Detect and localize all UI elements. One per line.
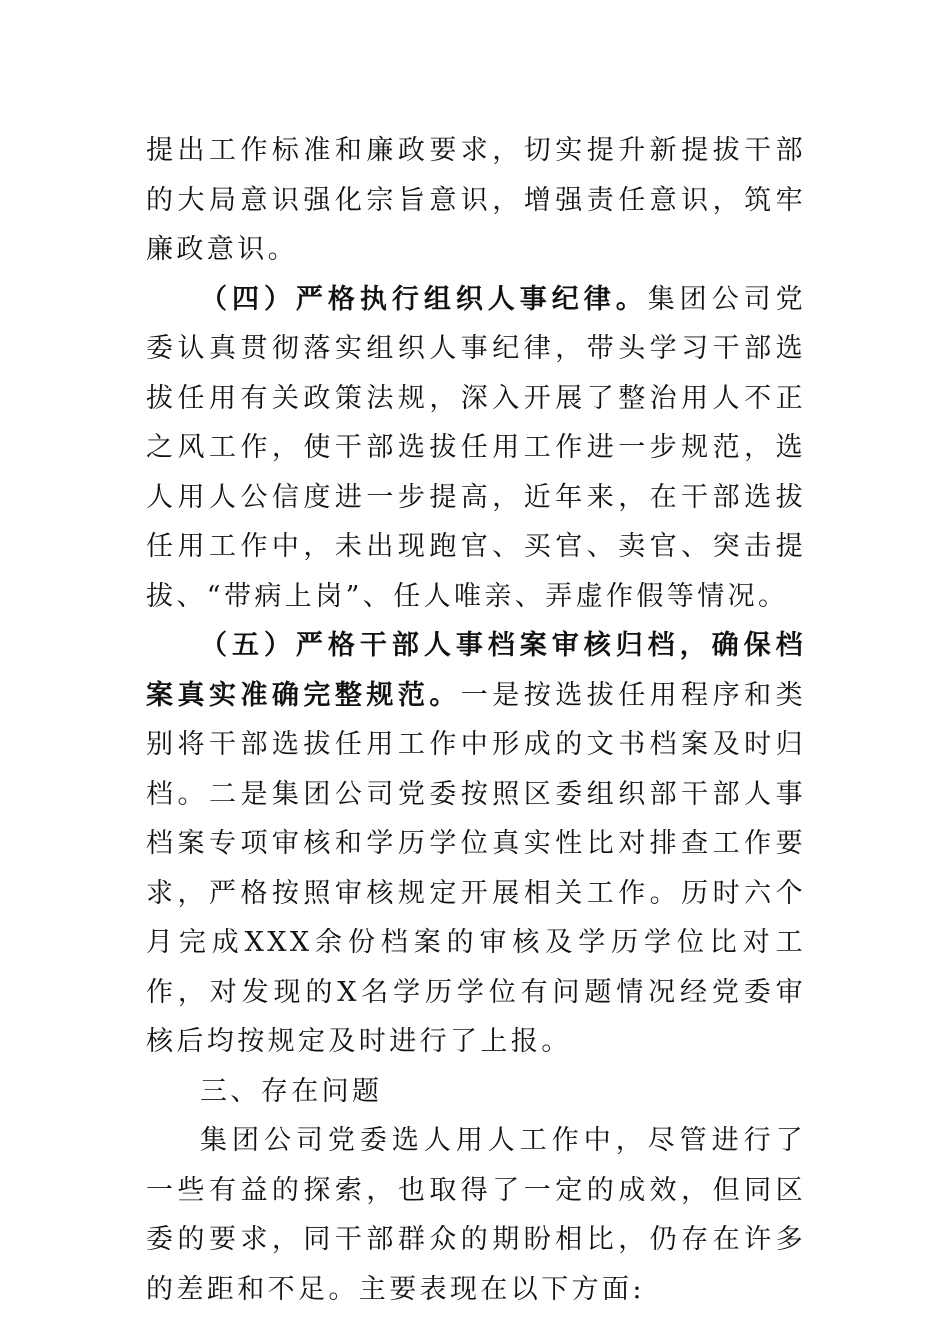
paragraph-text: 一是按选拔任用程序和类别将干部选拔任用工作中形成的文书档案及时归档。二是集团公司党委按照区委组织部干部人事档案专项审核和学历学位真实性比对排查工作要求，严格按照审核规定开展相关工作。历时六个月完成XXX余份档案的审核及学历学位比对工作，对发现的X名学历学位有问题情况经党委审核后均按规定及时进行了上报。 bbox=[146, 679, 806, 1057]
paragraph-heading: （五）严格干部人事档案审核归档，确保档案真实准确完整规范。 bbox=[146, 630, 806, 711]
paragraph-discipline bbox=[146, 275, 806, 622]
paragraph-heading: （四）严格执行组织人事纪律。 bbox=[200, 283, 648, 315]
paragraph-text: 提出工作标准和廉政要求，切实提升新提拔干部的大局意识强化宗旨意识，增强责任意识，筑牢廉政意识。 bbox=[146, 135, 806, 265]
paragraph-closing: 集团公司党委选人用人工作中，尽管进行了一些有益的探索，也取得了一定的成效，但同区委的要求，同干部群众的期盼相比，仍存在许多的差距和不足。主要表现在以下方面: bbox=[146, 1125, 806, 1305]
section-heading: 三、存在问题 bbox=[200, 1075, 383, 1107]
document-body bbox=[146, 126, 806, 1314]
paragraph-text: 集团公司党委认真贯彻落实组织人事纪律，带头学习干部选拔任用有关政策法规，深入开展了整治用人不正之风工作，使干部选拔任用工作进一步规范，选人用人公信度进一步提高，近年来，在干部选拔任用工作中，未出现跑官、买官、卖官、突击提拔、“带病上岗”、任人唯亲、弄虚作假等情况。 bbox=[146, 283, 806, 612]
paragraph-continuation bbox=[146, 126, 806, 275]
paragraph-archives bbox=[146, 621, 806, 1067]
